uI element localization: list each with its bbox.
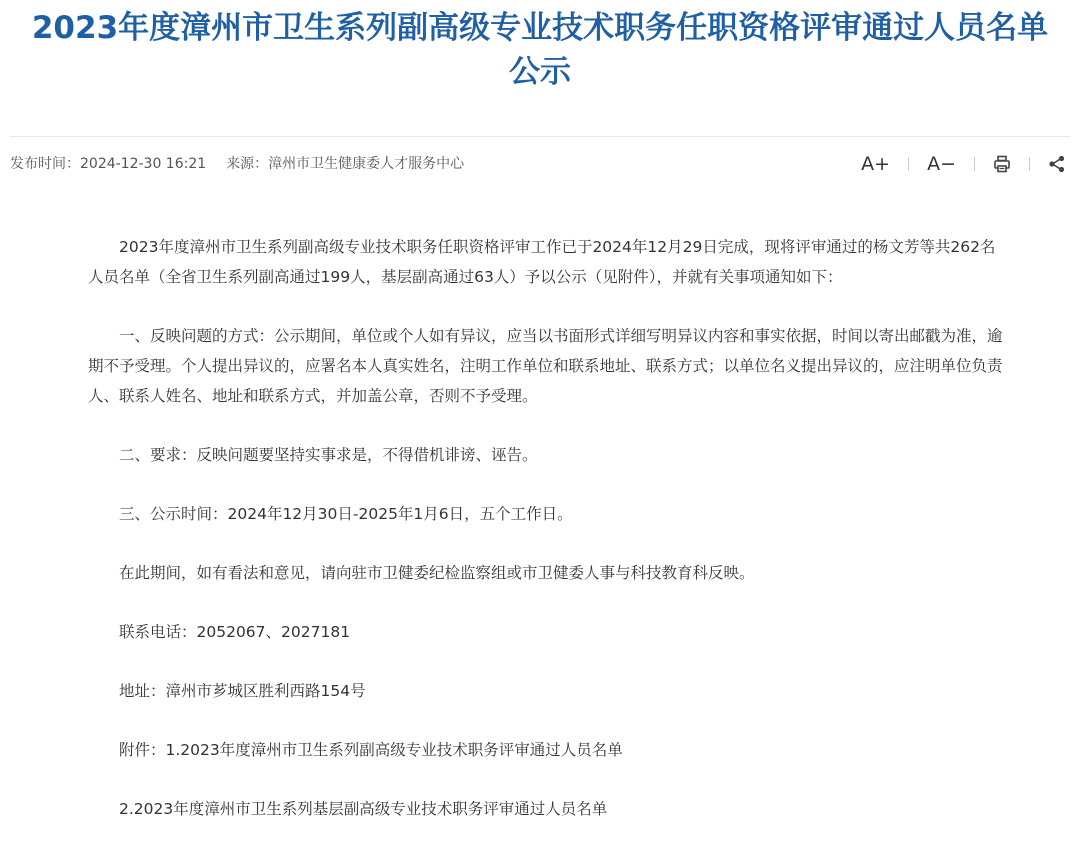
publish-time: 2024-12-30 16:21 (80, 156, 207, 172)
font-decrease-button[interactable] (927, 150, 956, 178)
attachment-link-2[interactable]: 2.2023年度漳州市卫生系列基层副高级专业技术职务评审通过人员名单 (119, 800, 608, 818)
print-icon (993, 155, 1011, 173)
share-button[interactable] (1048, 150, 1066, 178)
article-toolbar (861, 150, 1066, 178)
paragraph-feedback: 在此期间，如有看法和意见，请向驻市卫健委纪检监察组或市卫健委人事与科技教育科反映。 (119, 564, 755, 582)
article-meta (10, 154, 464, 174)
paragraph-publicity-period: 三、公示时间：2024年12月30日-2025年1月6日，五个工作日。 (119, 505, 573, 523)
paragraph-address: 地址：漳州市芗城区胜利西路154号 (119, 682, 366, 700)
font-increase-button[interactable] (861, 150, 890, 178)
share-icon (1048, 155, 1066, 173)
attachment-link-1[interactable]: 附件：1.2023年度漳州市卫生系列副高级专业技术职务评审通过人员名单 (119, 741, 623, 759)
font-decrease-label: A− (927, 153, 956, 175)
paragraph-requirement: 二、要求：反映问题要坚持实事求是，不得借机诽谤、诬告。 (119, 446, 538, 464)
paragraph-intro: 2023年度漳州市卫生系列副高级专业技术职务任职资格评审工作已于2024年12月29日完成，现将评审通过的杨文芳等共262名人员名单（全省卫生系列副高通过199人，基层副高通过63人）予以公示（见附件），并就有关事项通知如下： (88, 238, 996, 286)
toolbar-separator (908, 157, 909, 171)
source-label: 来源： (226, 156, 269, 172)
font-increase-label: A+ (861, 153, 891, 175)
article-body (88, 232, 1008, 824)
paragraph-objection-method: 一、反映问题的方式：公示期间，单位或个人如有异议，应当以书面形式详细写明异议内容和事实依据，时间以寄出邮戳为准，逾期不予受理。个人提出异议的，应署名本人真实姓名，注明工作单位和联系地址、联系方式；以单位名义提出异议的，应注明单位负责人、联系人姓名、地址和联系方式，并加盖公章，否则不予受理。 (88, 327, 1003, 405)
publish-time-label: 发布时间： (10, 156, 80, 172)
toolbar-separator (1029, 157, 1030, 171)
paragraph-phone: 联系电话：2052067、2027181 (119, 623, 351, 641)
source-name: 漳州市卫生健康委人才服务中心 (268, 156, 465, 172)
page-title: 2023年度漳州市卫生系列副高级专业技术职务任职资格评审通过人员名单公示 (31, 10, 1049, 90)
toolbar-separator (974, 157, 975, 171)
header-divider (10, 136, 1070, 137)
print-button[interactable] (993, 150, 1011, 178)
